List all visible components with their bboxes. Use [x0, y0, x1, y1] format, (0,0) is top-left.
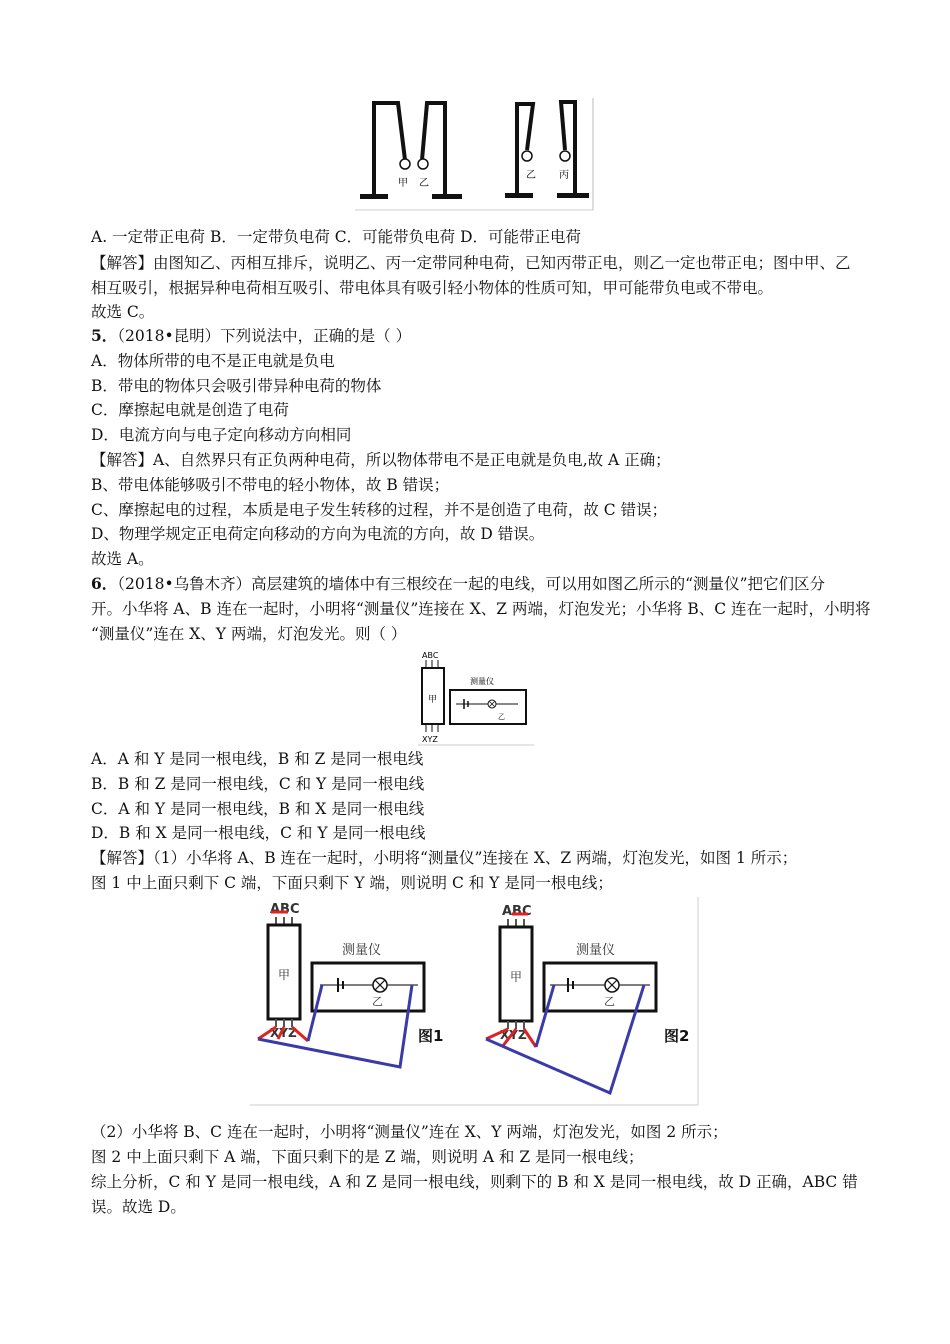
q6-option-b: B．B 和 Z 是同一根电线，C 和 Y 是同一根电线	[91, 775, 425, 793]
q4-options: A. 一定带正电荷 B．一定带负电荷 C．可能带负电荷 D．可能带正电荷	[91, 228, 582, 246]
q6-option-d: D．B 和 X 是同一根电线，C 和 Y 是同一根电线	[91, 824, 426, 842]
q5-answer-1: 【解答】A、自然界只有正负两种电荷，所以物体带电不是正电就是负电,故 A 正确；	[91, 451, 671, 469]
fig2-bulb-label: 乙	[498, 713, 505, 721]
q6-answer-1: 【解答】（1）小华将 A、B 连在一起时，小明将“测量仪”连接在 X、Z 两端，灯泡发光，如图 1 所示；	[91, 849, 798, 867]
q6-answer-6: 误。故选 D。	[91, 1198, 186, 1216]
q6-answer-2: 图 1 中上面只剩下 C 端，下面只剩下 Y 端，则说明 C 和 Y 是同一根电线；	[91, 874, 613, 892]
label-yi-2: 乙	[526, 170, 536, 181]
q6-option-a: A．A 和 Y 是同一根电线，B 和 Z 是同一根电线	[91, 750, 424, 768]
measuring-device-figure	[418, 648, 534, 746]
q6-answer-4: 图 2 中上面只剩下 A 端，下面只剩下的是 Z 端，则说明 A 和 Z 是同一根电线；	[91, 1148, 644, 1166]
wiring-diagrams-figure	[250, 897, 700, 1107]
fig3-top-labels-2: ABC	[502, 904, 532, 919]
label-bing: 丙	[559, 170, 569, 181]
q5-answer-3: C、摩擦起电的过程，本质是电子发生转移的过程，并不是创造了电荷，故 C 错误；	[91, 501, 668, 519]
fig2-box-label: 甲	[428, 695, 438, 705]
q5-stem-text: （2018•昆明）下列说法中，正确的是（ ）	[117, 327, 412, 345]
q4-answer-line3: 故选 C。	[91, 303, 155, 321]
q6-stem-1	[91, 574, 825, 594]
q5-option-a: A．物体所带的电不是正电就是负电	[91, 352, 335, 370]
fig3-bulb-label-2: 乙	[604, 995, 615, 1008]
q5-option-d: D．电流方向与电子定向移动方向相同	[91, 426, 352, 444]
q6-answer-3: （2）小华将 B、C 连在一起时，小明将“测量仪”连在 X、Y 两端，灯泡发光，如图 2 所示；	[91, 1123, 728, 1141]
fig3-box-label-2: 甲	[510, 970, 523, 984]
q5-number: 5．	[91, 326, 118, 345]
fig3-box-label-1: 甲	[278, 968, 291, 982]
fig2-bottom-labels: XYZ	[422, 735, 438, 744]
fig3-meter-label-2: 测量仪	[576, 943, 616, 958]
fig3-top-labels-1: ABC	[270, 902, 300, 917]
fig2-meter-label: 测量仪	[470, 677, 494, 686]
q6-stem-3: “测量仪”连在 X、Y 两端，灯泡发光。则（ ）	[91, 625, 407, 643]
q6-number: 6．	[91, 574, 118, 593]
q6-option-c: C．A 和 Y 是同一根电线，B 和 X 是同一根电线	[91, 800, 425, 818]
q4-answer-line1: 【解答】由图知乙、丙相互排斥，说明乙、丙一定带同种电荷，已知丙带正电，则乙一定也带正电；图中甲、乙	[91, 254, 851, 272]
fig2-top-labels: ABC	[422, 651, 439, 660]
q5-answer-5: 故选 A。	[91, 550, 154, 568]
q4-answer-line2: 相互吸引，根据异种电荷相互吸引、带电体具有吸引轻小物体的性质可知，甲可能带负电或不带电。	[91, 279, 774, 297]
fig3-bulb-label-1: 乙	[372, 995, 383, 1008]
q5-option-b: B．带电的物体只会吸引带异种电荷的物体	[91, 377, 382, 395]
q6-stem-2: 开。小华将 A、B 连在一起时，小明将“测量仪”连接在 X、Z 两端，灯泡发光；小华将 B、C 连在一起时，小明将	[91, 600, 871, 618]
fig3-bottom-labels-1: XYZ	[270, 1026, 297, 1040]
fig3-meter-label-1: 测量仪	[342, 943, 382, 958]
charged-balls-figure	[355, 98, 595, 212]
q6-answer-5: 综上分析，C 和 Y 是同一根电线，A 和 Z 是同一根电线，则剩下的 B 和 X 是同一根电线，故 D 正确，ABC 错	[91, 1173, 858, 1191]
q5-stem	[91, 326, 411, 346]
fig3-caption-2: 图2	[664, 1027, 690, 1045]
fig3-caption-1: 图1	[418, 1027, 444, 1045]
q5-answer-2: B、带电体能够吸引不带电的轻小物体，故 B 错误；	[91, 476, 450, 494]
label-yi: 乙	[419, 178, 429, 189]
q6-stem-1-text: （2018•乌鲁木齐）高层建筑的墙体中有三根绞在一起的电线，可以用如图乙所示的“测量仪”把它们区分	[117, 575, 825, 593]
fig3-bottom-labels-2: XYZ	[500, 1028, 527, 1042]
q5-answer-4: D、物理学规定正电荷定向移动的方向为电流的方向，故 D 错误。	[91, 525, 545, 543]
label-jia: 甲	[398, 178, 408, 189]
q5-option-c: C．摩擦起电就是创造了电荷	[91, 401, 289, 419]
